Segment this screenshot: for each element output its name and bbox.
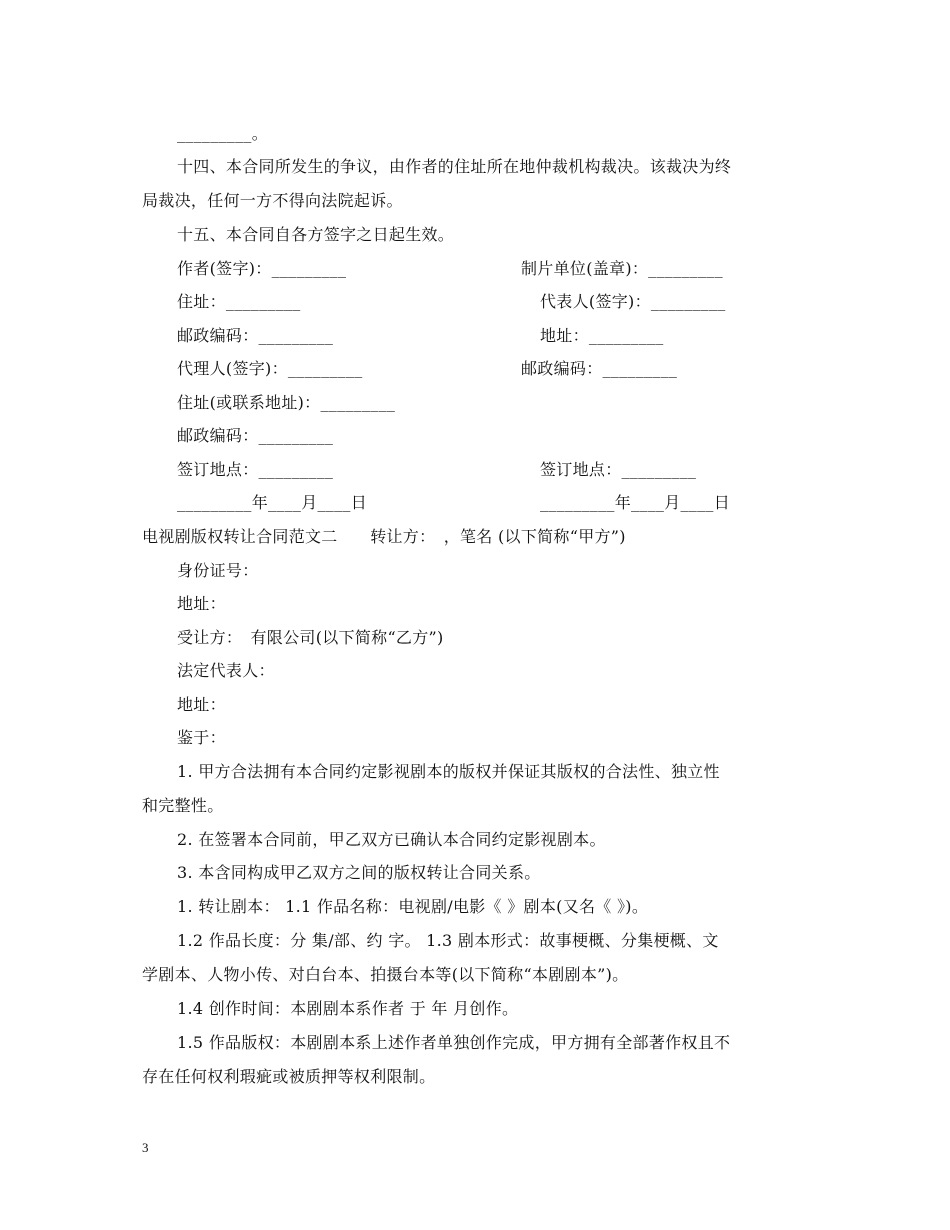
signature-postcode: 邮政编码：_________ xyxy=(177,426,334,445)
text-line: 3. 本含同构成甲乙双方之间的版权转让合同关系。 xyxy=(177,863,541,882)
signature-date: _________年____月____日 xyxy=(540,493,730,512)
text-line: 2. 在签署本合同前，甲乙双方已确认本合同约定影视剧本。 xyxy=(177,830,606,849)
signature-producer: 制片单位(盖章)：_________ xyxy=(521,259,723,278)
signature-address: 地址：_________ xyxy=(540,326,664,345)
text-line: 地址： xyxy=(177,594,226,613)
signature-contact-address: 住址(或联系地址)：_________ xyxy=(177,393,396,412)
signature-place: 签订地点：_________ xyxy=(177,460,334,479)
signature-address: 住址：_________ xyxy=(177,292,301,311)
text-line: 鉴于： xyxy=(177,728,226,747)
text-line: 和完整性。 xyxy=(142,796,224,815)
text-line: 存在任何权利瑕疵或被质押等权利限制。 xyxy=(142,1067,436,1086)
signature-representative: 代表人(签字)：_________ xyxy=(540,292,726,311)
signature-date: _________年____月____日 xyxy=(177,493,367,512)
text-line: 1.4 创作时间：本剧剧本系作者 于 年 月创作。 xyxy=(177,999,519,1018)
page-number: 3 xyxy=(142,1140,149,1155)
text-line: 地址： xyxy=(177,695,226,714)
text-line: 法定代表人： xyxy=(177,661,275,680)
signature-place: 签订地点：_________ xyxy=(540,460,697,479)
signature-author: 作者(签字)：_________ xyxy=(177,259,347,278)
text-line: 十五、本合同自各方签字之日起生效。 xyxy=(177,225,455,244)
signature-postcode: 邮政编码：_________ xyxy=(177,326,334,345)
text-line: 十四、本合同所发生的争议，由作者的住址所在地仲裁机构裁决。该裁决为终 xyxy=(177,157,732,176)
text-line: 1. 转让剧本： 1.1 作品名称：电视剧/电影《 》剧本(又名《 》)。 xyxy=(177,897,649,916)
text-line: 1.2 作品长度：分 集/部、约 字。 1.3 剧本形式：故事梗概、分集梗概、文 xyxy=(177,931,719,950)
text-line: 身份证号： xyxy=(177,561,259,580)
signature-postcode: 邮政编码：_________ xyxy=(521,359,678,378)
text-line: 学剧本、人物小传、对白台本、拍摄台本等(以下简称“本剧剧本”)。 xyxy=(142,965,629,984)
text-line: 1. 甲方合法拥有本合同约定影视剧本的版权并保证其版权的合法性、独立性 xyxy=(177,762,720,781)
text-line: 局裁决，任何一方不得向法院起诉。 xyxy=(142,191,403,210)
text-line: 1.5 作品版权：本剧剧本系上述作者单独创作完成，甲方拥有全部著作权且不 xyxy=(177,1033,731,1052)
section-heading: 电视剧版权转让合同范文二 转让方： ，笔名 (以下简称“甲方”) xyxy=(142,527,626,546)
text-line: 受让方： 有限公司(以下简称“乙方”) xyxy=(177,628,444,647)
signature-agent: 代理人(签字)：_________ xyxy=(177,359,363,378)
text-line: _________。 xyxy=(177,124,268,143)
